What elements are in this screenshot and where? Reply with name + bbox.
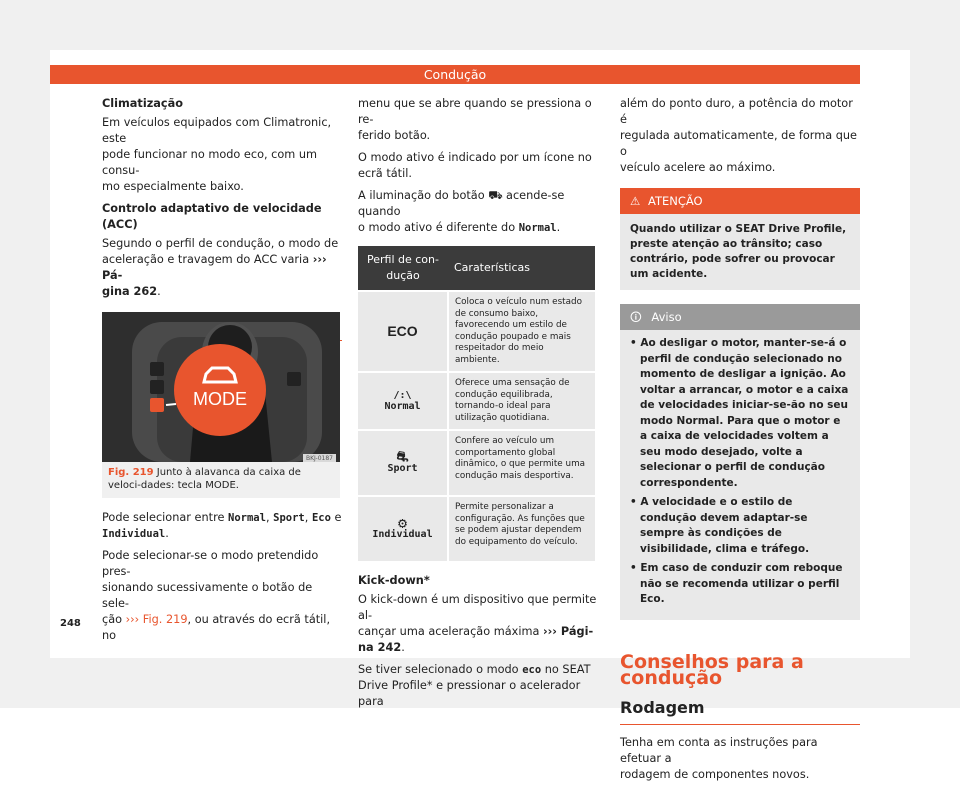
paragraph-mode-selection: Pode selecionar-se o modo pretendido pres- sionando sucessivamente o botão de sele- ção ››› Fig. 219, ou através do ecrã tátil, no — [102, 549, 331, 642]
note-body — [620, 330, 860, 620]
gear-lever-illustration — [102, 312, 340, 462]
paragraph-modes: Pode selecionar entre Normal, Sport, Eco e Individual. — [102, 511, 342, 540]
page-number: 248 — [60, 618, 81, 629]
paragraph-active: O modo ativo é indicado por um ícone no ecrã tátil. — [358, 151, 592, 180]
eco-icon: ECO — [358, 291, 448, 372]
sub-title-rodagem: Rodagem — [620, 700, 860, 725]
heading-acc: Controlo adaptativo de velocidade (ACC) — [102, 202, 322, 231]
figure-reference-tag: BKJ-0187 — [303, 454, 336, 463]
page-ref-link-cont[interactable]: gina 262 — [102, 285, 158, 298]
page-ref-link-cont[interactable]: na 242 — [358, 641, 402, 654]
paragraph-illumination: A iluminação do botão ⛟ acende-se quando o modo ativo é diferente do Normal. — [358, 189, 565, 234]
table-cell-text: Permite personalizar a configuração. As funções que se podem ajustar dependem do equipamento do veículo. — [448, 496, 595, 561]
table-header-row — [358, 246, 595, 291]
sport-mode-label: Sport — [387, 463, 418, 474]
list-item: • Em caso de conduzir com reboque não se recomenda utilizar o perfil Eco. — [630, 562, 843, 605]
note-list — [630, 336, 850, 608]
figure-caption — [102, 462, 340, 498]
big-title: Conselhos para a condução — [620, 650, 804, 689]
note-title: Aviso — [651, 310, 682, 324]
chapter-header: Condução — [50, 65, 860, 84]
individual-mode-icon: ⚙ — [397, 513, 408, 532]
driving-profile-table — [358, 246, 595, 561]
note-header — [620, 304, 860, 330]
figure-ref-link[interactable]: ››› Fig. 219 — [125, 613, 188, 626]
table-header-features: Caraterísticas — [448, 246, 595, 291]
warning-header — [620, 188, 860, 214]
paragraph-acc: Segundo o perfil de condução, o modo de aceleração e travagem do ACC varia ››› Pá- gina 262. — [102, 237, 339, 298]
paragraph-kickdown: O kick-down é um dispositivo que permite al- cançar uma aceleração máxima ››› Pági- na 242. — [358, 593, 597, 654]
info-icon: 🛈 — [630, 310, 642, 324]
sport-mode-cell — [358, 430, 448, 496]
list-item: • A velocidade e o estilo de condução devem adaptar-se sempre às condições de visibilidade, clima e tráfego. — [630, 496, 810, 555]
column-1-lower — [102, 510, 342, 650]
list-item: • Ao desligar o motor, manter-se-á o perfil de condução selecionado no momento de desligar a ignição. Ao voltar a arrancar, o motor e a caixa de velocidades iniciar-se-ão no seu modo Normal. Para que o motor e a caixa de velocidades voltem a seu modo desejado, volte a selecionar o perfil de condução correspondente. — [630, 337, 849, 489]
figure-number: Fig. 219 — [108, 467, 154, 478]
paragraph-rodagem: Tenha em conta as instruções para efetuar a rodagem de componentes novos. — [620, 735, 818, 781]
page-ref-link[interactable]: ››› Pági- — [543, 625, 594, 638]
table-header-profile: Perfil de con-dução — [358, 246, 448, 291]
table-cell-text: Confere ao veículo um comportamento global dinâmico, o que permite uma condução mais desportiva. — [448, 430, 595, 496]
sport-mode-icon: ⛐ — [396, 448, 409, 465]
normal-mode-cell — [358, 372, 448, 430]
table-cell-text: Coloca o veículo num estado de consumo baixo, favorecendo um estilo de condução poupado e mais respeitador do meio ambiente. — [448, 291, 595, 372]
column-3 — [620, 96, 860, 789]
normal-mode-icon: /:\ — [393, 389, 412, 401]
table-row — [358, 430, 595, 496]
paragraph-menu: menu que se abre quando se pressiona o re- ferido botão. — [358, 97, 592, 142]
table-row — [358, 291, 595, 372]
individual-mode-label: Individual — [372, 529, 433, 540]
warning-box — [620, 188, 860, 290]
normal-mode-label: Normal — [384, 401, 421, 412]
paragraph-continuation: além do ponto duro, a potência do motor é regulada automaticamente, de forma que o veículo acelere ao máximo. — [620, 97, 857, 174]
car-mode-icon: ⛟ — [488, 189, 503, 202]
individual-mode-cell — [358, 496, 448, 561]
mode-label: MODE — [193, 389, 247, 409]
paragraph-climatizacao: Em veículos equipados com Climatronic, este pode funcionar no modo eco, com um consu- mo especialmente baixo. — [102, 116, 332, 193]
warning-triangle-icon: ⚠ — [630, 194, 641, 208]
note-box — [620, 304, 860, 620]
table-row — [358, 496, 595, 561]
paragraph-seat-profile: Se tiver selecionado o modo eco no SEAT Drive Profile* e pressionar o acelerador para — [358, 663, 591, 708]
page-ref-link[interactable]: ››› Pá- — [102, 253, 327, 282]
warning-title: ATENÇÃO — [647, 194, 703, 208]
column-1 — [102, 96, 342, 347]
figure-caption-text: Junto à alavanca da caixa de veloci-dades: tecla MODE. — [108, 467, 301, 491]
heading-climatizacao: Climatização — [102, 97, 183, 110]
warning-text: Quando utilizar o SEAT Drive Profile, preste atenção ao trânsito; caso contrário, pode sofrer ou provocar um acidente. — [620, 214, 860, 290]
table-cell-text: Oferece uma sensação de condução equilibrada, tornando-o ideal para utilização quotidiana. — [448, 372, 595, 430]
table-row — [358, 372, 595, 430]
column-2 — [358, 96, 600, 716]
heading-kickdown: Kick-down* — [358, 574, 430, 587]
